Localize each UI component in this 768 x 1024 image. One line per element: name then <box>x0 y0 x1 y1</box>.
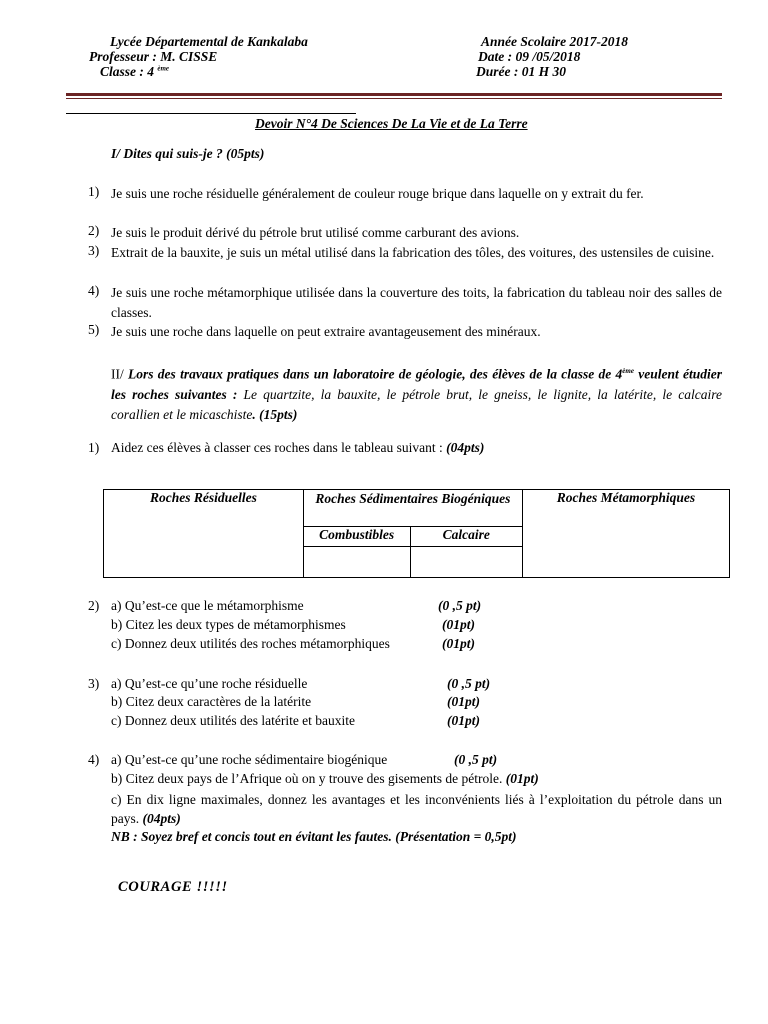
list-item: Je suis une roche métamorphique utilisée dans la couverture des toits, la fabrication du tableau noir des salles de classes. <box>111 285 722 320</box>
question-2a-points: (0 ,5 pt) <box>438 598 482 613</box>
page-title: Devoir N°4 De Sciences De La Vie et de La Terre <box>255 116 528 131</box>
header-rule-thick <box>66 93 722 96</box>
nb-note: NB : Soyez bref et concis tout en évitant les fautes. (Présentation = 0,5pt) <box>111 829 517 844</box>
part1-heading: I/ Dites qui suis-je ? (05pts) <box>111 146 265 161</box>
question-3c-points: (01pt) <box>447 713 480 728</box>
subheader-combustibles: Combustibles <box>303 527 410 547</box>
rocks-list: Le quartzite, la bauxite, le pétrole brut, le gneiss, le lignite, la latérite, le calcaire corallien et le micaschiste <box>111 386 723 422</box>
col-header-residual: Roches Résiduelles <box>104 490 304 578</box>
question-2a: a) Qu’est-ce que le métamorphisme <box>111 598 304 613</box>
exam-date: Date : 09 /05/2018 <box>478 49 581 64</box>
question-2c-points: (01pt) <box>442 636 475 651</box>
question-number: 4) <box>88 752 100 767</box>
list-item-number: 2) <box>88 223 100 238</box>
list-item-number: 3) <box>88 243 100 258</box>
header-rule-thin <box>66 98 722 99</box>
list-item: Extrait de la bauxite, je suis un métal utilisé dans la fabrication des tôles, des voitures, des ustensiles de cuisine. <box>111 245 715 260</box>
school-year: Année Scolaire 2017-2018 <box>481 34 628 49</box>
question-number: 2) <box>88 598 100 613</box>
list-item-number: 1) <box>88 184 100 199</box>
class-level: Classe : 4 $^{ème}$ <box>100 64 170 79</box>
part2-prefix: II/ <box>111 366 129 382</box>
list-item: Je suis une roche dans laquelle on peut extraire avantageusement des minéraux. <box>111 324 541 339</box>
part2-intro-text: Lors des travaux pratiques dans un laboratoire de géologie, des élèves de la classe de 4 <box>128 366 623 382</box>
cell-calcaire-empty <box>410 547 522 578</box>
col-header-sedimentary: Roches Sédimentaires Biogéniques <box>303 490 522 527</box>
rocks-classification-table <box>103 489 730 578</box>
title-rule <box>66 113 356 114</box>
question-number: 1) <box>88 440 100 455</box>
cell-combustibles-empty <box>303 547 410 578</box>
question-3c: c) Donnez deux utilités des latérite et bauxite <box>111 713 356 728</box>
question-number: 3) <box>88 676 100 691</box>
question-3a-points: (0 ,5 pt) <box>447 676 491 691</box>
question-4b-points: (01pt) <box>502 771 539 786</box>
question-2c: c) Donnez deux utilités des roches métamorphiques <box>111 636 390 651</box>
list-item: Je suis une roche résiduelle généralement de couleur rouge brique dans laquelle on y extrait du fer. <box>111 186 644 201</box>
part2-class-sup: ème <box>622 367 634 375</box>
teacher-name: Professeur : M. CISSE <box>89 49 218 64</box>
question-3a: a) Qu’est-ce qu’une roche résiduelle <box>111 676 308 691</box>
question-text: Aidez ces élèves à classer ces roches dans le tableau suivant : <box>111 440 447 455</box>
exam-duration: Durée : 01 H 30 <box>476 64 566 79</box>
courage-footer: COURAGE !!!!! <box>118 879 228 895</box>
question-points: (04pts) <box>446 440 485 455</box>
school-name: Lycée Départemental de Kankalaba <box>110 34 308 49</box>
question-2b: b) Citez les deux types de métamorphismes <box>111 617 346 632</box>
question-2b-points: (01pt) <box>442 617 475 632</box>
list-item-number: 5) <box>88 322 100 337</box>
question-4a: a) Qu’est-ce qu’une roche sédimentaire biogénique <box>111 752 388 767</box>
subheader-calcaire: Calcaire <box>410 527 522 547</box>
question-4a-points: (0 ,5 pt) <box>454 752 498 767</box>
question-4c: c) En dix ligne maximales, donnez les avantages et les inconvénients liés à l’exploitation du pétrole dans un pays. <box>111 792 722 826</box>
question-3b: b) Citez deux caractères de la latérite <box>111 694 312 709</box>
col-header-metamorphic: Roches Métamorphiques <box>522 490 729 578</box>
list-item: Je suis le produit dérivé du pétrole brut utilisé comme carburant des avions. <box>111 225 520 240</box>
question-3b-points: (01pt) <box>447 694 480 709</box>
part2-points: . (15pts) <box>252 406 298 422</box>
question-4b: b) Citez deux pays de l’Afrique où on y trouve des gisements de pétrole. <box>111 771 503 786</box>
question-4c-points: (04pts) <box>142 811 181 826</box>
part2-intro-text-2: veulent étudier les roches suivantes : <box>111 366 722 402</box>
list-item-number: 4) <box>88 283 100 298</box>
